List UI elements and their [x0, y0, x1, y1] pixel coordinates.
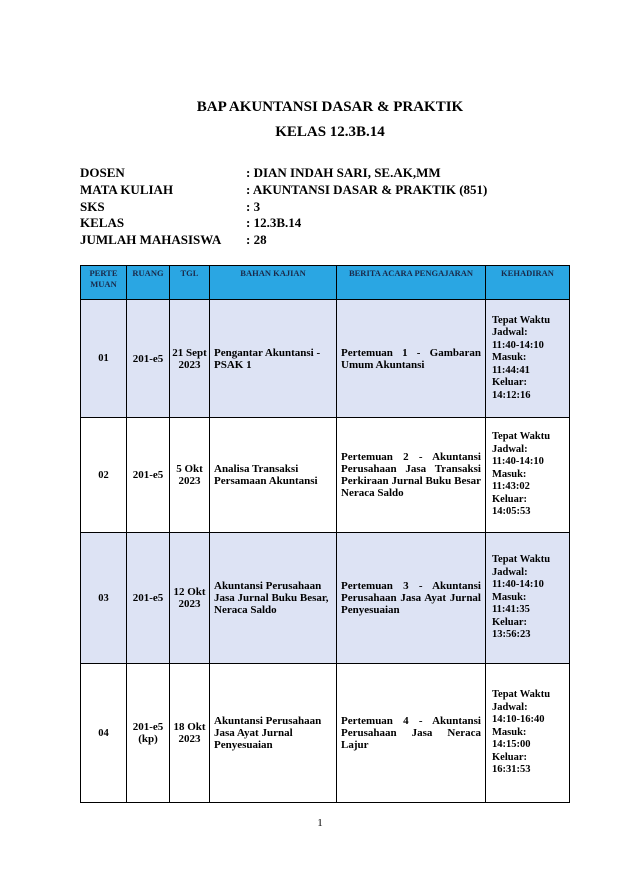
info-value: : 3: [246, 198, 261, 214]
cell-pertemuan: 03: [81, 533, 127, 664]
cell-tgl: 12 Okt 2023: [170, 533, 210, 664]
jadwal-value: 14:10-16:40: [492, 714, 545, 726]
attendance-status: Tepat Waktu: [492, 431, 551, 443]
keluar-label: Keluar:: [492, 493, 527, 505]
attendance-status: Tepat Waktu: [492, 554, 551, 566]
info-label: MATA KULIAH: [80, 181, 174, 197]
info-row-kelas: [80, 215, 487, 232]
cell-tgl: 5 Okt 2023: [170, 418, 210, 533]
info-row-sks: [80, 199, 487, 216]
table-row: [81, 418, 570, 533]
col-header-bahan-kajian: BAHAN KAJIAN: [210, 266, 337, 300]
attendance-status: Tepat Waktu: [492, 689, 551, 701]
info-row-jumlah-mahasiswa: [80, 232, 487, 249]
info-label: DOSEN: [80, 165, 125, 180]
jadwal-value: 11:40-14:10: [492, 339, 544, 351]
cell-kehadiran: [486, 418, 570, 533]
cell-ruang: 201-e5: [127, 533, 170, 664]
jadwal-value: 11:40-14:10: [492, 579, 544, 591]
masuk-label: Masuk:: [492, 726, 527, 738]
cell-bahan-kajian: Pengantar Akuntansi - PSAK 1: [210, 300, 337, 418]
cell-ruang: 201-e5: [127, 418, 170, 533]
table-row: [81, 664, 570, 803]
table-header-row: [81, 266, 570, 300]
keluar-label: Keluar:: [492, 377, 527, 389]
info-value: : 28: [246, 232, 267, 248]
cell-pertemuan: 04: [81, 664, 127, 803]
info-row-mata-kuliah: [80, 182, 487, 199]
keluar-value: 14:05:53: [492, 506, 531, 518]
info-label: JUMLAH MAHASISWA: [80, 232, 222, 248]
table-row: [81, 300, 570, 418]
masuk-value: 14:15:00: [492, 739, 531, 751]
info-value: : DIAN INDAH SARI, SE.AK,MM: [246, 165, 441, 180]
cell-bahan-kajian: Analisa Transaksi Persamaan Akuntansi: [210, 418, 337, 533]
info-value: : AKUNTANSI DASAR & PRAKTIK (851): [246, 181, 488, 197]
table-row: [81, 533, 570, 664]
keluar-value: 14:12:16: [492, 389, 531, 401]
keluar-label: Keluar:: [492, 751, 527, 763]
attendance-status: Tepat Waktu: [492, 314, 551, 326]
cell-berita-acara: Pertemuan 4 - Akuntansi Perusahaan Jasa Neraca Lajur: [337, 664, 486, 803]
document-title: BAP AKUNTANSI DASAR & PRAKTIK: [196, 99, 464, 115]
cell-berita-acara: Pertemuan 3 - Akuntansi Perusahaan Jasa Ayat Jurnal Penyesuaian: [337, 533, 486, 664]
cell-berita-acara: Pertemuan 2 - Akuntansi Perusahaan Jasa Transaksi Perkiraan Jurnal Buku Besar Neraca Saldo: [337, 418, 486, 533]
masuk-label: Masuk:: [492, 591, 527, 603]
cell-tgl: 21 Sept 2023: [170, 300, 210, 418]
document-subtitle: KELAS 12.3B.14: [275, 124, 385, 140]
jadwal-label: Jadwal:: [492, 443, 528, 455]
info-row-dosen: [80, 165, 487, 182]
keluar-value: 13:56:23: [492, 629, 531, 641]
col-header-kehadiran: KEHADIRAN: [486, 266, 570, 300]
jadwal-label: Jadwal:: [492, 566, 528, 578]
jadwal-label: Jadwal:: [492, 327, 528, 339]
cell-ruang: 201-e5: [127, 300, 170, 418]
info-label: SKS: [80, 198, 105, 214]
cell-kehadiran: [486, 533, 570, 664]
col-header-tgl: TGL: [170, 266, 210, 300]
masuk-value: 11:43:02: [492, 481, 530, 493]
cell-bahan-kajian: Akuntansi Perusahaan Jasa Jurnal Buku Besar, Neraca Saldo: [210, 533, 337, 664]
page-number: 1: [317, 817, 323, 829]
cell-ruang: 201-e5 (kp): [127, 664, 170, 803]
cell-pertemuan: 01: [81, 300, 127, 418]
info-value: : 12.3B.14: [246, 215, 302, 231]
cell-pertemuan: 02: [81, 418, 127, 533]
cell-kehadiran: [486, 300, 570, 418]
keluar-label: Keluar:: [492, 616, 527, 628]
masuk-label: Masuk:: [492, 468, 527, 480]
cell-berita-acara: Pertemuan 1 - Gambaran Umum Akuntansi: [337, 300, 486, 418]
col-header-pertemuan: PERTE MUAN: [81, 266, 127, 300]
masuk-label: Masuk:: [492, 352, 527, 364]
col-header-berita-acara: BERITA ACARA PENGAJARAN: [337, 266, 486, 300]
jadwal-value: 11:40-14:10: [492, 456, 544, 468]
jadwal-label: Jadwal:: [492, 701, 528, 713]
masuk-value: 11:44:41: [492, 364, 530, 376]
course-info: [80, 165, 487, 249]
info-label: KELAS: [80, 215, 125, 231]
attendance-table: [80, 265, 570, 803]
col-header-ruang: RUANG: [127, 266, 170, 300]
cell-tgl: 18 Okt 2023: [170, 664, 210, 803]
cell-bahan-kajian: Akuntansi Perusahaan Jasa Ayat Jurnal Penyesuaian: [210, 664, 337, 803]
keluar-value: 16:31:53: [492, 764, 531, 776]
masuk-value: 11:41:35: [492, 604, 530, 616]
cell-kehadiran: [486, 664, 570, 803]
